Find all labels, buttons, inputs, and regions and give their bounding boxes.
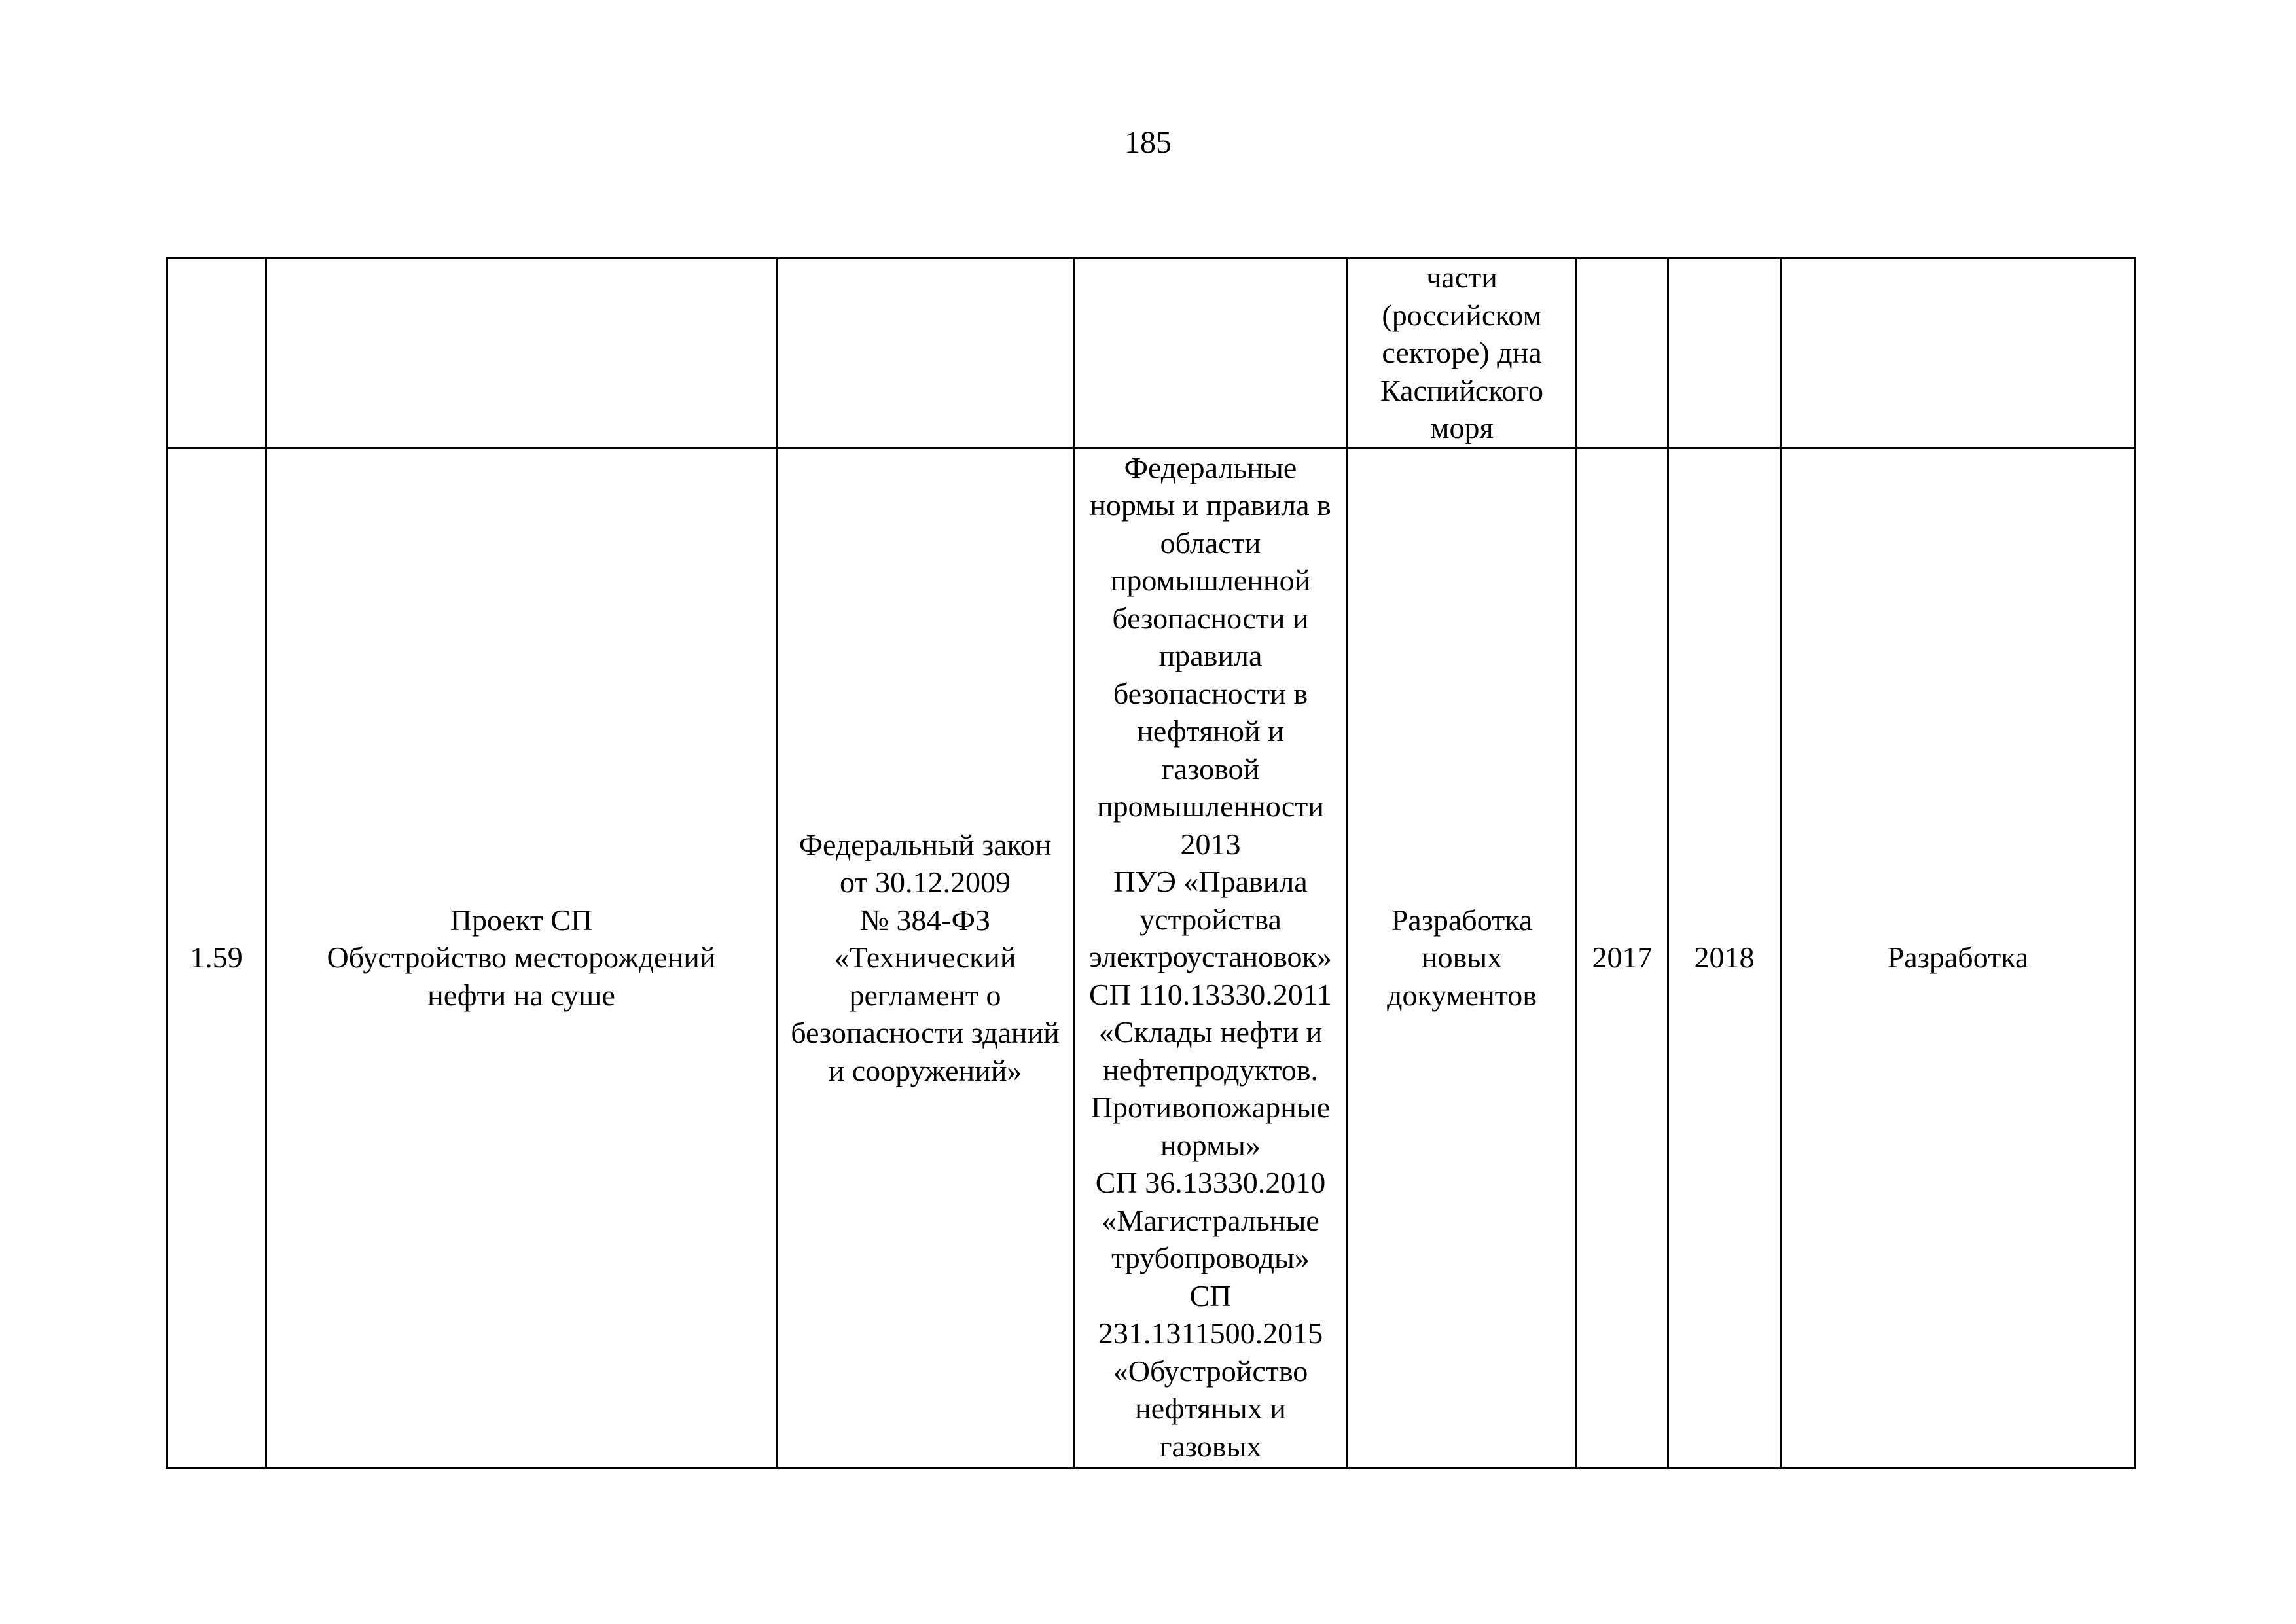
cell-year-start <box>1577 258 1668 448</box>
cell-document-name: Проект СП Обустройство месторождений нефти на суше <box>266 448 777 1468</box>
cell-related-norms <box>1074 258 1348 448</box>
cell-work-stage: части (российском секторе) дна Каспийского моря <box>1348 258 1577 448</box>
cell-legal-basis <box>777 258 1074 448</box>
standards-plan-table <box>166 257 2136 1469</box>
cell-year-end: 2018 <box>1668 448 1781 1468</box>
cell-note <box>1781 258 2136 448</box>
cell-document-name <box>266 258 777 448</box>
cell-work-stage: Разработка новых документов <box>1348 448 1577 1468</box>
table-row-continuation <box>167 258 2136 448</box>
cell-number: 1.59 <box>167 448 266 1468</box>
table-row-1-59 <box>167 448 2136 1468</box>
page-number: 185 <box>1124 125 1172 160</box>
cell-legal-basis: Федеральный закон от 30.12.2009 № 384-ФЗ «Технический регламент о безопасности зданий и сооружений» <box>777 448 1074 1468</box>
cell-year-end <box>1668 258 1781 448</box>
cell-note: Разработка <box>1781 448 2136 1468</box>
cell-year-start: 2017 <box>1577 448 1668 1468</box>
cell-related-norms: Федеральные нормы и правила в области промышленной безопасности и правила безопасности в нефтяной и газовой промышленности 2013 ПУЭ «Правила устройства электроустановок» СП 110.13330.2011 «Склады нефти и нефтепродуктов. Противопожарные нормы» СП 36.13330.2010 «Магистральные трубопроводы» СП 231.1311500.2015 «Обустройство нефтяных и газовых <box>1074 448 1348 1468</box>
cell-number <box>167 258 266 448</box>
